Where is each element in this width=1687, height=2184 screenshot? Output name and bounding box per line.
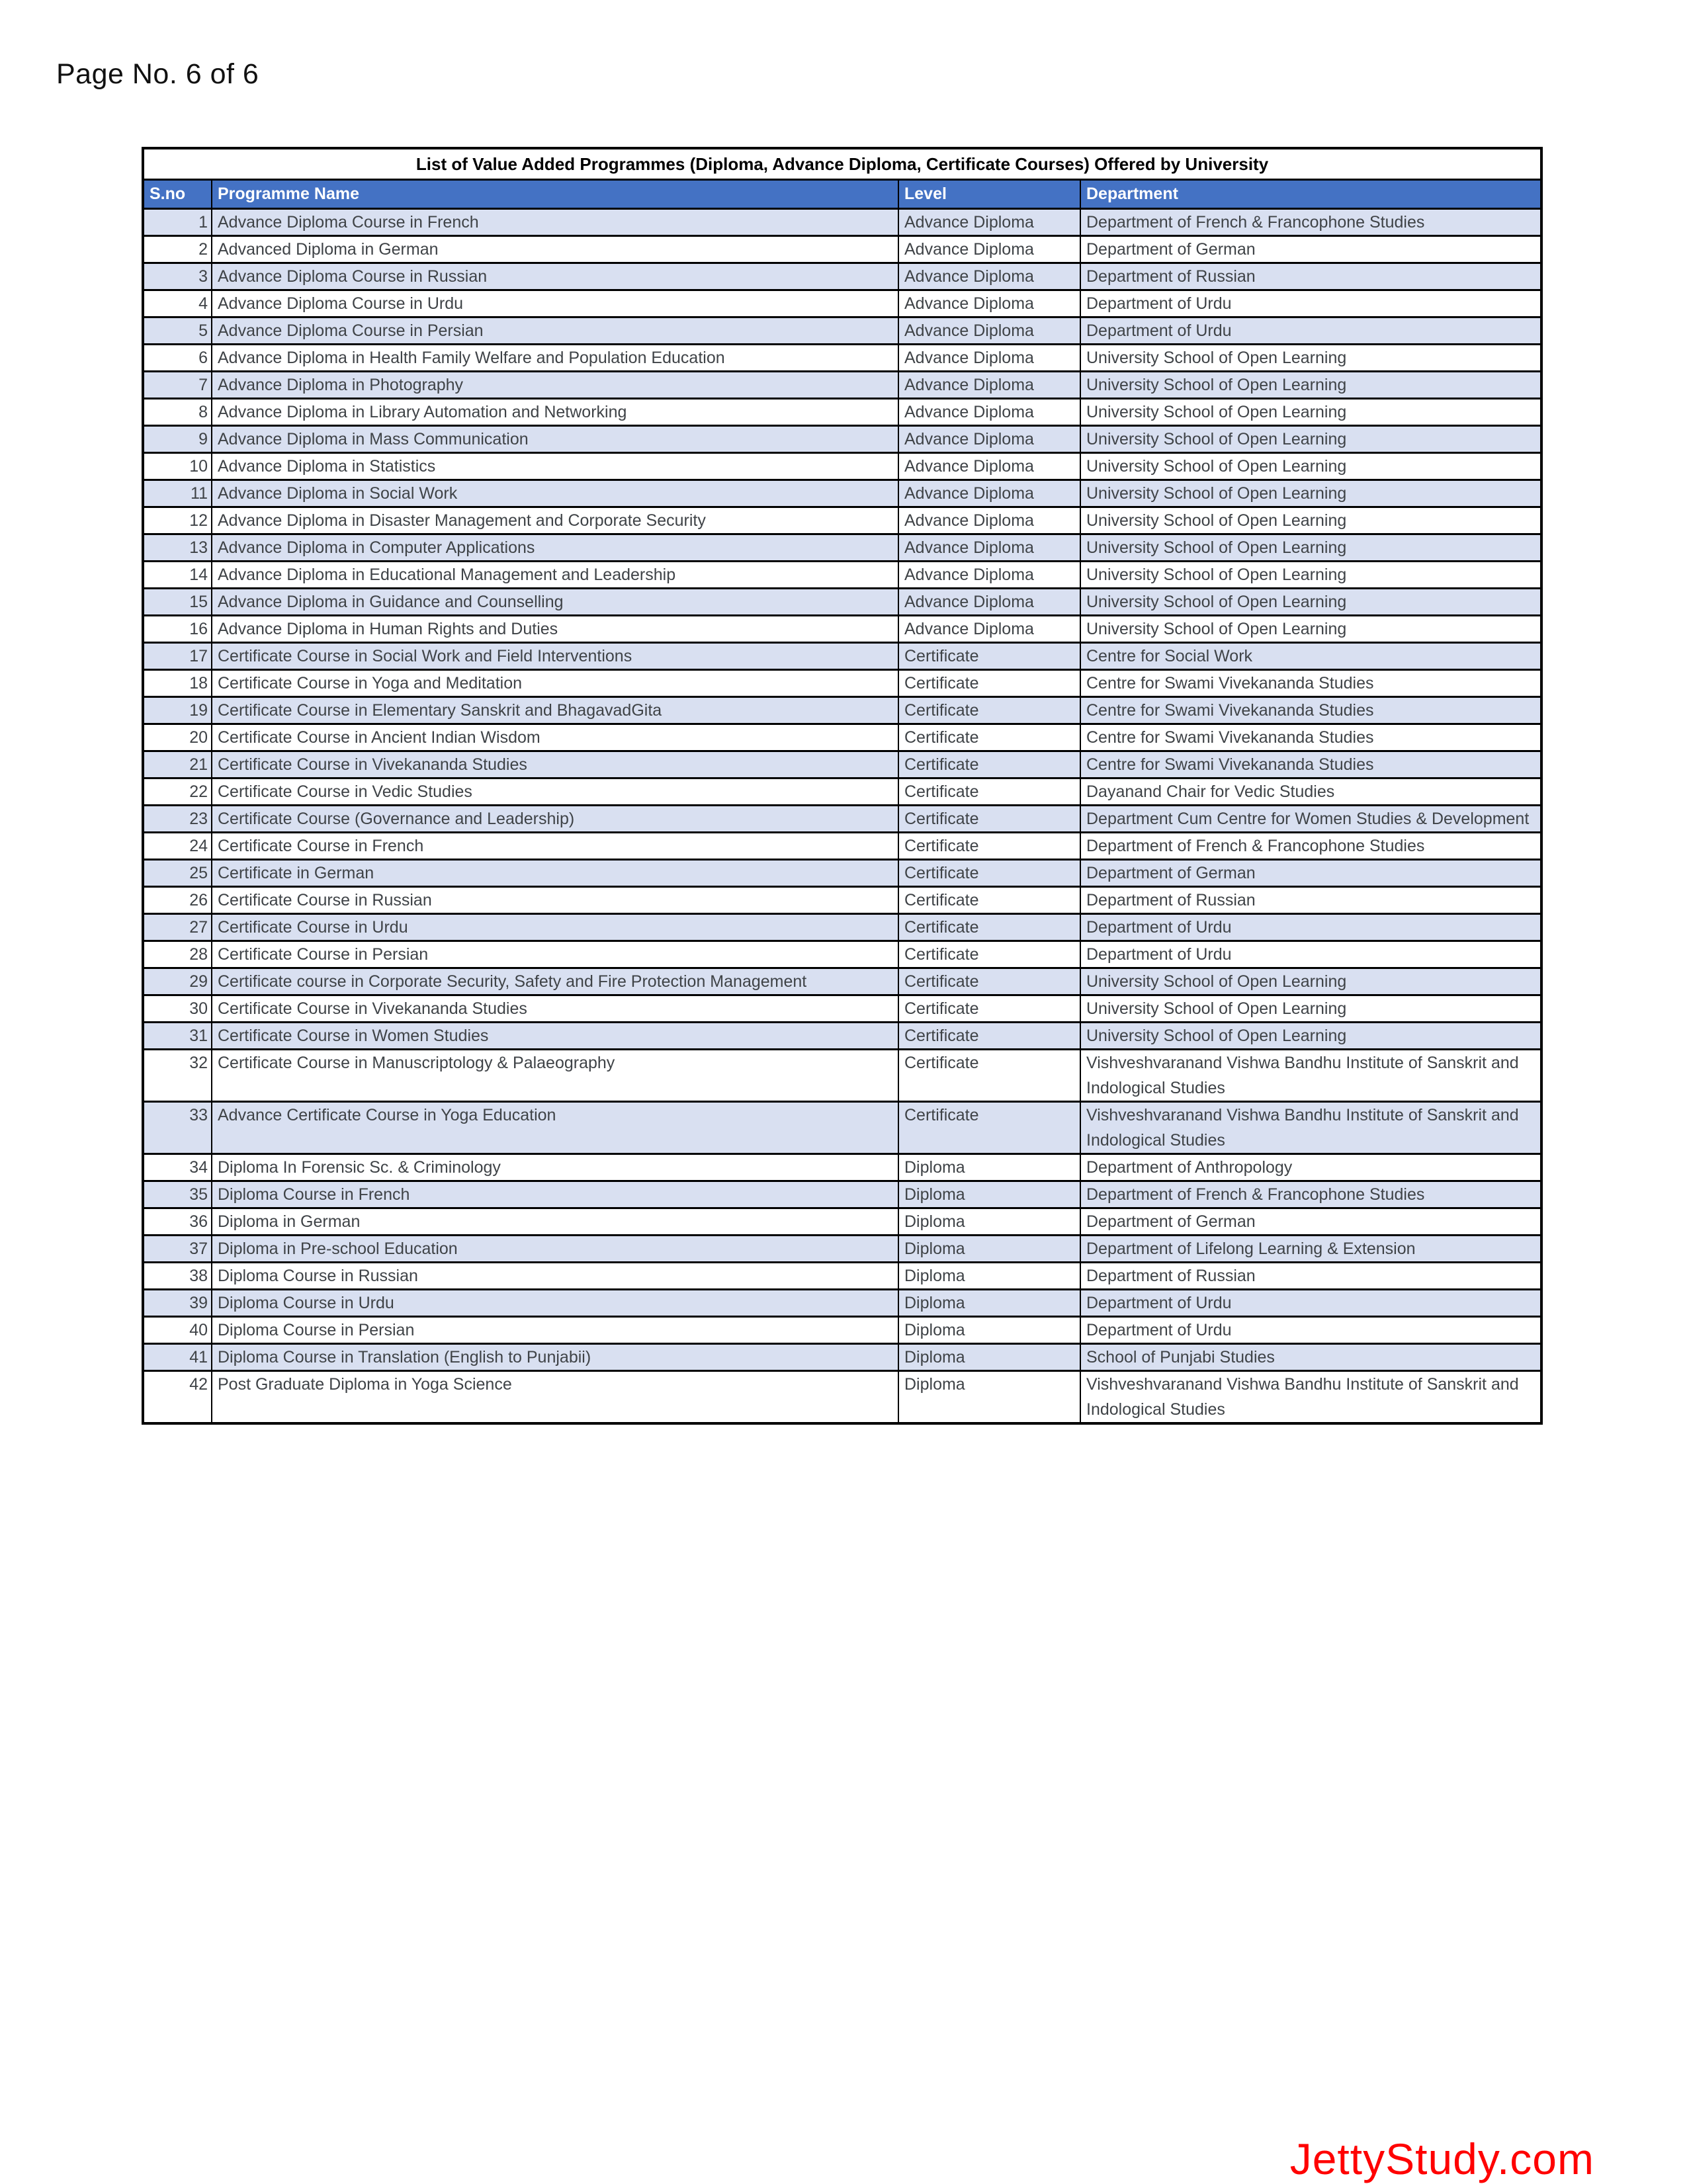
row-department: University School of Open Learning [1080,1023,1541,1050]
table-row [143,399,1541,426]
row-level: Certificate [898,643,1080,670]
row-programme: Certificate Course in Women Studies [212,1023,898,1050]
row-programme: Certificate Course in Russian [212,887,898,914]
row-sno: 24 [143,833,212,860]
row-department: Department of French & Francophone Studies [1080,833,1541,860]
row-programme: Diploma Course in Russian [212,1263,898,1290]
row-department: Vishveshvaranand Vishwa Bandhu Institute of Sanskrit and Indological Studies [1080,1102,1541,1154]
row-sno: 34 [143,1154,212,1181]
row-programme: Certificate Course in Persian [212,941,898,968]
table-row [143,480,1541,507]
column-header-department: Department [1080,180,1541,209]
row-sno: 10 [143,453,212,480]
row-level: Certificate [898,887,1080,914]
row-sno: 28 [143,941,212,968]
row-programme: Diploma Course in Translation (English to Punjabii) [212,1344,898,1371]
table-row [143,1208,1541,1236]
table-row [143,616,1541,643]
table-row [143,372,1541,399]
row-level: Advance Diploma [898,399,1080,426]
row-department: Department of Urdu [1080,290,1541,317]
row-sno: 9 [143,426,212,453]
row-programme: Certificate Course in Vivekananda Studies [212,751,898,778]
table-row [143,914,1541,941]
row-level: Advance Diploma [898,317,1080,345]
row-sno: 27 [143,914,212,941]
row-sno: 36 [143,1208,212,1236]
table-row [143,317,1541,345]
programmes-table [142,147,1543,1425]
row-department: Centre for Swami Vivekananda Studies [1080,697,1541,724]
row-level: Certificate [898,968,1080,995]
row-sno: 41 [143,1344,212,1371]
table-row [143,426,1541,453]
row-sno: 33 [143,1102,212,1154]
row-programme: Advance Diploma in Disaster Management and Corporate Security [212,507,898,534]
row-sno: 19 [143,697,212,724]
row-programme: Advance Diploma in Health Family Welfare and Population Education [212,345,898,372]
row-sno: 3 [143,263,212,290]
row-level: Certificate [898,1050,1080,1102]
row-sno: 20 [143,724,212,751]
row-level: Certificate [898,697,1080,724]
row-programme: Advance Diploma in Statistics [212,453,898,480]
table-row [143,968,1541,995]
row-programme: Advance Diploma Course in Urdu [212,290,898,317]
row-sno: 14 [143,562,212,589]
row-department: Department of Urdu [1080,1317,1541,1344]
table-row [143,1102,1541,1154]
row-department: Department of Russian [1080,263,1541,290]
row-department: University School of Open Learning [1080,562,1541,589]
row-department: University School of Open Learning [1080,968,1541,995]
row-sno: 8 [143,399,212,426]
row-programme: Diploma in German [212,1208,898,1236]
row-department: Centre for Swami Vivekananda Studies [1080,724,1541,751]
row-programme: Advance Diploma in Mass Communication [212,426,898,453]
row-level: Advance Diploma [898,507,1080,534]
row-sno: 32 [143,1050,212,1102]
row-sno: 30 [143,995,212,1023]
row-level: Advance Diploma [898,589,1080,616]
table-row [143,806,1541,833]
row-level: Certificate [898,1023,1080,1050]
column-header-programme-name: Programme Name [212,180,898,209]
row-programme: Certificate Course (Governance and Leadership) [212,806,898,833]
row-level: Certificate [898,670,1080,697]
table-row [143,697,1541,724]
row-sno: 16 [143,616,212,643]
table-row [143,209,1541,236]
row-sno: 6 [143,345,212,372]
row-level: Certificate [898,724,1080,751]
row-department: University School of Open Learning [1080,589,1541,616]
table-body [143,209,1541,1424]
row-department: Department of Urdu [1080,317,1541,345]
table-row [143,670,1541,697]
row-department: Department of Russian [1080,887,1541,914]
row-programme: Advance Diploma in Computer Applications [212,534,898,562]
row-sno: 11 [143,480,212,507]
row-level: Certificate [898,1102,1080,1154]
row-level: Diploma [898,1154,1080,1181]
row-sno: 26 [143,887,212,914]
table-row [143,453,1541,480]
table-row [143,236,1541,263]
row-programme: Advanced Diploma in German [212,236,898,263]
row-level: Advance Diploma [898,209,1080,236]
row-sno: 15 [143,589,212,616]
row-level: Certificate [898,995,1080,1023]
row-sno: 21 [143,751,212,778]
row-department: Department of German [1080,1208,1541,1236]
row-department: University School of Open Learning [1080,507,1541,534]
table-row [143,995,1541,1023]
row-department: University School of Open Learning [1080,616,1541,643]
row-level: Diploma [898,1263,1080,1290]
column-header-sno: S.no [143,180,212,209]
row-programme: Diploma Course in Persian [212,1317,898,1344]
row-level: Certificate [898,833,1080,860]
table-header-row [143,180,1541,209]
table-row [143,941,1541,968]
table-row [143,1050,1541,1102]
table-row [143,290,1541,317]
row-level: Certificate [898,941,1080,968]
table-row [143,751,1541,778]
row-level: Diploma [898,1181,1080,1208]
row-programme: Certificate in German [212,860,898,887]
row-programme: Certificate course in Corporate Security, Safety and Fire Protection Management [212,968,898,995]
table-row [143,1181,1541,1208]
row-sno: 38 [143,1263,212,1290]
row-programme: Diploma Course in French [212,1181,898,1208]
table-title: List of Value Added Programmes (Diploma, Advance Diploma, Certificate Courses) Offered by University [143,148,1541,180]
table-row [143,724,1541,751]
row-department: Department of French & Francophone Studies [1080,1181,1541,1208]
table-row [143,562,1541,589]
row-level: Advance Diploma [898,562,1080,589]
row-level: Advance Diploma [898,426,1080,453]
row-level: Advance Diploma [898,372,1080,399]
row-level: Advance Diploma [898,263,1080,290]
row-level: Diploma [898,1344,1080,1371]
row-sno: 5 [143,317,212,345]
row-sno: 2 [143,236,212,263]
table-row [143,1263,1541,1290]
row-level: Diploma [898,1208,1080,1236]
row-programme: Diploma in Pre-school Education [212,1236,898,1263]
row-sno: 39 [143,1290,212,1317]
row-department: Department of Urdu [1080,914,1541,941]
row-programme: Certificate Course in Yoga and Meditation [212,670,898,697]
table-title-row [143,148,1541,180]
table-row [143,778,1541,806]
row-programme: Diploma In Forensic Sc. & Criminology [212,1154,898,1181]
row-sno: 18 [143,670,212,697]
row-level: Certificate [898,778,1080,806]
row-sno: 29 [143,968,212,995]
row-department: Department of German [1080,860,1541,887]
row-programme: Advance Diploma in Library Automation and Networking [212,399,898,426]
row-department: Dayanand Chair for Vedic Studies [1080,778,1541,806]
table-row [143,534,1541,562]
row-level: Advance Diploma [898,480,1080,507]
row-sno: 4 [143,290,212,317]
row-department: University School of Open Learning [1080,534,1541,562]
row-programme: Certificate Course in Manuscriptology & Palaeography [212,1050,898,1102]
row-department: Department of Russian [1080,1263,1541,1290]
row-department: Department of Urdu [1080,1290,1541,1317]
row-department: School of Punjabi Studies [1080,1344,1541,1371]
row-department: Department of French & Francophone Studies [1080,209,1541,236]
row-programme: Advance Diploma Course in Russian [212,263,898,290]
row-department: Centre for Swami Vivekananda Studies [1080,670,1541,697]
row-level: Advance Diploma [898,453,1080,480]
row-level: Diploma [898,1371,1080,1424]
row-programme: Advance Diploma Course in Persian [212,317,898,345]
table-row [143,1371,1541,1424]
row-department: University School of Open Learning [1080,453,1541,480]
table-row [143,860,1541,887]
row-sno: 12 [143,507,212,534]
page-number-label: Page No. 6 of 6 [56,58,259,90]
table-row [143,1236,1541,1263]
row-department: Department of Urdu [1080,941,1541,968]
row-programme: Advance Diploma in Human Rights and Duties [212,616,898,643]
row-sno: 42 [143,1371,212,1424]
row-department: University School of Open Learning [1080,480,1541,507]
row-sno: 7 [143,372,212,399]
row-sno: 35 [143,1181,212,1208]
row-programme: Advance Diploma in Educational Management and Leadership [212,562,898,589]
row-sno: 17 [143,643,212,670]
row-department: Department of German [1080,236,1541,263]
row-department: Vishveshvaranand Vishwa Bandhu Institute of Sanskrit and Indological Studies [1080,1371,1541,1424]
row-level: Diploma [898,1236,1080,1263]
row-level: Diploma [898,1290,1080,1317]
row-programme: Post Graduate Diploma in Yoga Science [212,1371,898,1424]
column-header-level: Level [898,180,1080,209]
table-row [143,1023,1541,1050]
table-row [143,643,1541,670]
row-programme: Certificate Course in Urdu [212,914,898,941]
row-department: University School of Open Learning [1080,426,1541,453]
row-sno: 37 [143,1236,212,1263]
row-level: Advance Diploma [898,290,1080,317]
row-level: Certificate [898,751,1080,778]
site-watermark: JettyStudy.com [1289,2134,1594,2183]
row-level: Advance Diploma [898,616,1080,643]
row-programme: Certificate Course in Social Work and Field Interventions [212,643,898,670]
row-programme: Certificate Course in Vedic Studies [212,778,898,806]
row-programme: Advance Diploma Course in French [212,209,898,236]
row-level: Advance Diploma [898,345,1080,372]
row-sno: 13 [143,534,212,562]
row-programme: Advance Certificate Course in Yoga Education [212,1102,898,1154]
row-level: Certificate [898,806,1080,833]
row-programme: Certificate Course in Elementary Sanskrit and BhagavadGita [212,697,898,724]
table-row [143,589,1541,616]
row-department: Vishveshvaranand Vishwa Bandhu Institute of Sanskrit and Indological Studies [1080,1050,1541,1102]
row-programme: Advance Diploma in Social Work [212,480,898,507]
row-sno: 31 [143,1023,212,1050]
row-sno: 25 [143,860,212,887]
table-row [143,1154,1541,1181]
row-level: Certificate [898,860,1080,887]
row-department: Department of Lifelong Learning & Extension [1080,1236,1541,1263]
table-row [143,507,1541,534]
row-department: University School of Open Learning [1080,345,1541,372]
row-level: Diploma [898,1317,1080,1344]
row-programme: Certificate Course in Ancient Indian Wisdom [212,724,898,751]
row-level: Certificate [898,914,1080,941]
row-level: Advance Diploma [898,534,1080,562]
row-sno: 22 [143,778,212,806]
table-row [143,887,1541,914]
table-row [143,263,1541,290]
row-level: Advance Diploma [898,236,1080,263]
row-department: University School of Open Learning [1080,372,1541,399]
table-row [143,1290,1541,1317]
row-department: Department Cum Centre for Women Studies & Development [1080,806,1541,833]
table-row [143,345,1541,372]
row-sno: 1 [143,209,212,236]
row-programme: Diploma Course in Urdu [212,1290,898,1317]
table-row [143,1317,1541,1344]
row-department: University School of Open Learning [1080,995,1541,1023]
row-department: Department of Anthropology [1080,1154,1541,1181]
row-department: University School of Open Learning [1080,399,1541,426]
row-programme: Advance Diploma in Photography [212,372,898,399]
row-programme: Certificate Course in French [212,833,898,860]
row-department: Centre for Swami Vivekananda Studies [1080,751,1541,778]
row-programme: Certificate Course in Vivekananda Studies [212,995,898,1023]
table-row [143,833,1541,860]
table-row [143,1344,1541,1371]
row-sno: 40 [143,1317,212,1344]
row-department: Centre for Social Work [1080,643,1541,670]
row-programme: Advance Diploma in Guidance and Counselling [212,589,898,616]
row-sno: 23 [143,806,212,833]
